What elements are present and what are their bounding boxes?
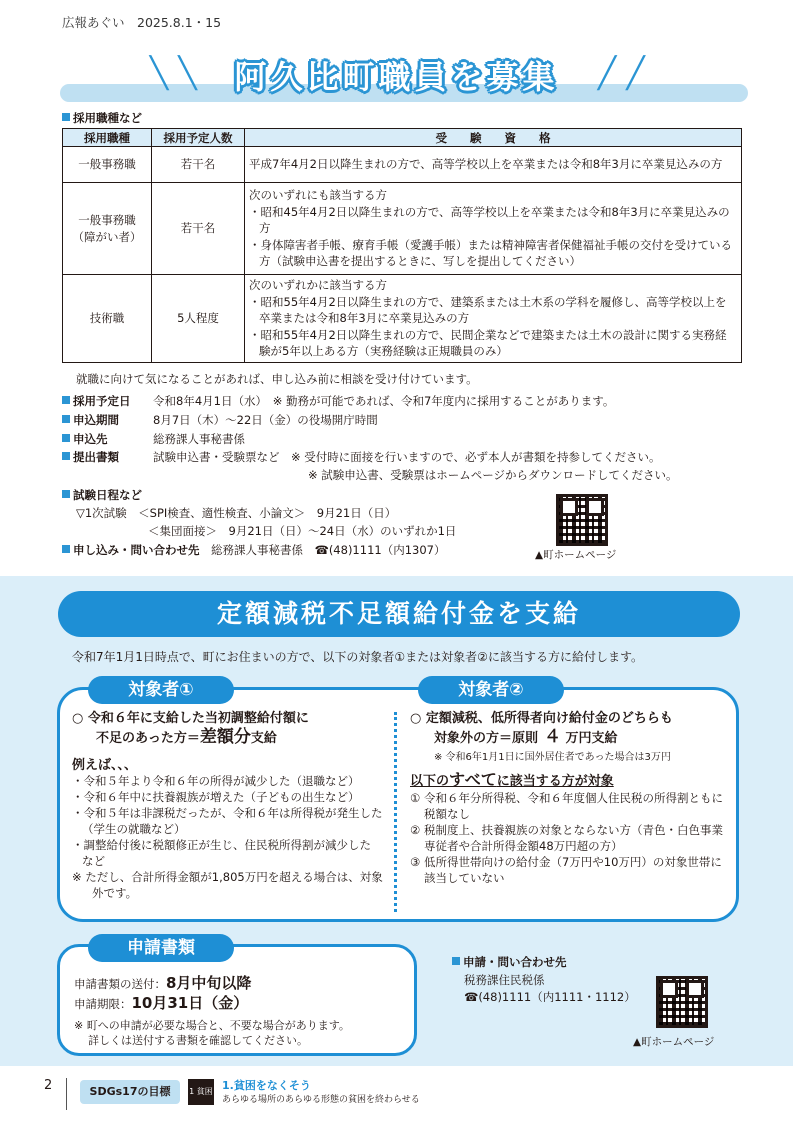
info-row: 採用予定日 令和8年4月1日（水） ※ 勤務が可能であれば、令和7年度内に採用することがあります。 xyxy=(62,393,614,409)
req-cell: 次のいずれかに該当する方 ・昭和55年4月2日以降生まれの方で、建築系または土木系の学科を履修し、高等学校以上を卒業または令和8年3月に卒業見込みの方 ・昭和55年4月2日以降生まれの方で、民間企業などで建築または土木の設計に関する実務経験が5年以上ある方（実務経験は正規職員のみ） xyxy=(245,275,742,363)
sdg-goal-title: 1.貧困をなくそう xyxy=(222,1079,311,1092)
qr-caption: ▲町ホームページ xyxy=(633,1036,715,1048)
consult-note: 就職に向けて気になることがあれば、申し込み前に相談を受け付けています。 xyxy=(76,372,478,386)
send-row: 申請書類の送付：8月中旬以降 xyxy=(74,974,252,992)
t1-note: ※ ただし、合計所得金額が1,805万円を超える場合は、対象外です。 xyxy=(72,870,383,900)
th-job: 採用職種 xyxy=(63,129,152,147)
count-cell: 若干名 xyxy=(152,147,245,183)
sdg-label: SDGs17の目標 xyxy=(80,1080,180,1104)
job-cell: 技術職 xyxy=(63,275,152,363)
t1-head-line1: ○ 令和６年に支給した当初調整給付額に xyxy=(72,711,309,726)
tab-target-2: 対象者② xyxy=(418,676,564,704)
count-cell: 5人程度 xyxy=(152,275,245,363)
table-row xyxy=(63,147,742,183)
t2-condition: 以下のすべてに該当する方が対象 xyxy=(410,770,614,789)
qr-code[interactable] xyxy=(656,976,708,1028)
t2-head-line1: ○ 定額減税、低所得者向け給付金のどちらも xyxy=(410,711,673,726)
t2-item: ③ 低所得世帯向けの給付金（7万円や10万円）の対象世帯に該当していない xyxy=(410,855,722,885)
count-cell: 若干名 xyxy=(152,183,245,275)
job-cell: 一般事務職 xyxy=(63,147,152,183)
app-note-1: ※ 町への申請が必要な場合と、不要な場合があります。 xyxy=(74,1019,350,1032)
t2-item: ① 令和６年分所得税、令和６年度個人住民税の所得割ともに税額なし xyxy=(410,791,723,821)
schedule-first: ▽1次試験 ＜SPI検査、適性検査、小論文＞ 9月21日（日） xyxy=(76,506,397,520)
target-1-content xyxy=(72,710,384,901)
t1-head-line2: 不足のあった方＝差額分支給 xyxy=(96,727,277,747)
benefit-contact-phone: ☎(48)1111（内1111・1112） xyxy=(464,990,636,1004)
recruit-contact: 申し込み・問い合わせ先 総務課人事秘書係 ☎(48)1111（内1307） xyxy=(62,542,445,558)
info-row: 申込先 総務課人事秘書係 xyxy=(62,431,245,447)
page-number: 2 xyxy=(44,1078,53,1093)
download-note: ※ 試験申込書、受験票はホームページからダウンロードしてください。 xyxy=(308,468,678,482)
t1-item: ・令和５年は非課税だったが、令和６年は所得税が発生した（学生の就職など） xyxy=(72,806,383,836)
info-row: 申込期間 8月7日（木）～22日（金）の役場開庁時間 xyxy=(62,412,378,428)
th-count: 採用予定人数 xyxy=(152,129,245,147)
req-cell: 平成7年4月2日以降生まれの方で、高等学校以上を卒業または令和8年3月に卒業見込みの方 xyxy=(245,147,742,183)
t2-small-note: ※ 令和6年1月1日に国外居住者であった場合は3万円 xyxy=(434,752,671,763)
issue-date: 広報あぐい 2025.8.1・15 xyxy=(62,15,222,30)
target-2-content xyxy=(410,710,726,886)
qr-caption: ▲町ホームページ xyxy=(535,549,617,561)
benefit-contact-dept: 税務課住民税係 xyxy=(464,973,545,987)
schedule-interview: ＜集団面接＞ 9月21日（日）～24日（水）のいずれか1日 xyxy=(148,524,457,538)
footer-divider xyxy=(66,1078,67,1110)
sdg-goal-1-icon: 1 貧困 xyxy=(188,1079,214,1105)
qr-code[interactable] xyxy=(556,494,608,546)
t1-item: ・令和６年中に扶養親族が増えた（子どもの出生など） xyxy=(72,790,360,804)
t1-item: ・令和５年より令和６年の所得が減少した（退職など） xyxy=(72,774,360,788)
benefit-intro: 令和7年1月1日時点で、町にお住まいの方で、以下の対象者①または対象者②に該当する方に給付します。 xyxy=(72,650,643,664)
t1-example: 例えば、、、 xyxy=(72,758,138,773)
table-row xyxy=(63,275,742,363)
t2-item: ② 税制度上、扶養親族の対象とならない方（青色・白色事業専従者や合計所得金額48万円超の方） xyxy=(410,823,723,853)
req-cell: 次のいずれにも該当する方 ・昭和45年4月2日以降生まれの方で、高等学校以上を卒業または令和8年3月に卒業見込みの方 ・身体障害者手帳、療育手帳（愛護手帳）または精神障害者保健福祉手帳の交付を受けている方（試験申込書を提出するときに、写しを提出してください） xyxy=(245,183,742,275)
sdg-goal-desc: あらゆる場所のあらゆる形態の貧困を終わらせる xyxy=(222,1095,420,1105)
job-cell: 一般事務職 （障がい者） xyxy=(63,183,152,275)
th-req: 受 験 資 格 xyxy=(245,129,742,147)
tab-application: 申請書類 xyxy=(88,934,234,962)
column-divider xyxy=(394,712,397,912)
tab-target-1: 対象者① xyxy=(88,676,234,704)
recruit-title: 阿久比町職員を募集 xyxy=(234,58,559,96)
schedule-title: 試験日程など xyxy=(62,487,142,503)
info-row: 提出書類 試験申込書・受験票など ※ 受付時に面接を行いますので、必ず本人が書類を持参してください。 xyxy=(62,449,661,465)
jobs-table xyxy=(62,128,742,363)
app-note-2: 詳しくは送付する書類を確認してください。 xyxy=(88,1034,308,1047)
decor-slash-right: ╱ ╱ xyxy=(598,56,645,91)
deadline-row: 申請期限：10月31日（金） xyxy=(74,994,249,1012)
benefit-contact-title: 申請・問い合わせ先 xyxy=(452,954,567,970)
section-jobs-label: 採用職種など xyxy=(62,110,142,126)
benefit-title: 定額減税不足額給付金を支給 xyxy=(58,591,740,637)
t2-head-line2: 対象外の方＝原則 ４ 万円支給 xyxy=(434,727,618,747)
t1-item: ・調整給付後に税額修正が生じ、住民税所得割が減少した など xyxy=(72,838,383,868)
table-row xyxy=(63,183,742,275)
decor-slash-left: ╲ ╲ xyxy=(150,56,197,91)
